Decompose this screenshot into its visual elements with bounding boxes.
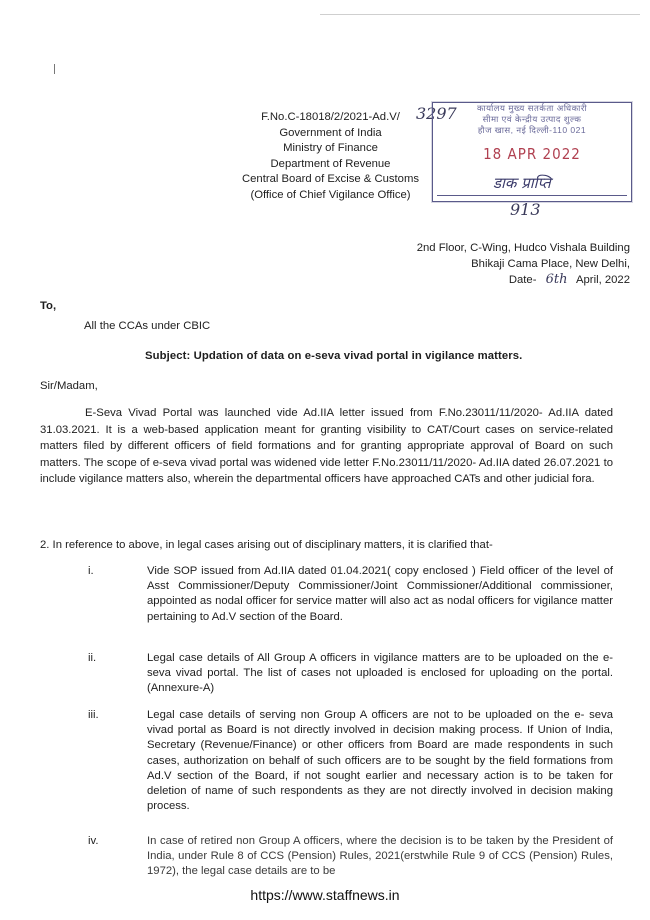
board-name: Central Board of Excise & Customs bbox=[241, 173, 420, 186]
footer-url-link[interactable]: https://www.staffnews.in bbox=[250, 887, 400, 903]
stamp-handwritten-number: 913 bbox=[510, 200, 541, 219]
list-marker: iii. bbox=[88, 709, 99, 721]
stamp-date: 18 APR 2022 bbox=[483, 145, 581, 163]
list-item bbox=[90, 834, 613, 880]
recipient: All the CCAs under CBIC bbox=[84, 320, 211, 332]
date-day-handwritten: 6th bbox=[545, 272, 568, 287]
stamp-dept-line: सीमा एवं केन्द्रीय उत्पाद शुल्क bbox=[482, 114, 582, 124]
ministry-name: Ministry of Finance bbox=[283, 142, 378, 155]
salutation: Sir/Madam, bbox=[40, 380, 98, 392]
subject-line: Subject: Updation of data on e-seva vivad portal in vigilance matters. bbox=[145, 350, 523, 362]
office-address bbox=[417, 240, 630, 288]
scan-artifact-line bbox=[320, 14, 640, 15]
department-name: Department of Revenue bbox=[270, 157, 391, 170]
letter-date bbox=[417, 272, 630, 288]
address-line-1: 2nd Floor, C-Wing, Hudco Vishala Building bbox=[416, 242, 630, 254]
list-item-text: Legal case details of All Group A officers in vigilance matters are to be uploaded on the e-seva vivad portal. The list of cases not uploaded is enclosed for uploading on the portal.(Annexure-A) bbox=[147, 652, 613, 695]
list-marker: ii. bbox=[88, 652, 97, 664]
list-item bbox=[90, 651, 613, 697]
to-label: To, bbox=[40, 300, 57, 312]
list-item bbox=[90, 708, 613, 814]
list-item-text: Vide SOP issued from Ad.IIA dated 01.04.2021( copy enclosed ) Field officer of the level of Asst Commissioner/Deputy Commissioner/Joint Commissioner/Additional commissioner, appointed as nodal officer for service matter will also act as nodal officers for vigilance matter pertaining to Ad.V section of the Board. bbox=[147, 565, 613, 623]
paragraph-2: 2. In reference to above, in legal cases arising out of disciplinary matters, it is clarified that- bbox=[40, 539, 493, 551]
list-marker: iv. bbox=[88, 835, 99, 847]
list-item bbox=[90, 564, 613, 625]
stamp-underline bbox=[437, 195, 627, 196]
stamp-receipt-label: डाक प्राप्ति bbox=[493, 174, 551, 192]
scan-margin-mark bbox=[54, 64, 55, 74]
address-line-2: Bhikaji Cama Place, New Delhi, bbox=[471, 258, 630, 270]
letterhead bbox=[228, 104, 457, 204]
stamp-address-line: हौज खास, नई दिल्ली-110 021 bbox=[477, 125, 587, 135]
paragraph-1: E-Seva Vivad Portal was launched vide Ad.IIA letter issued from F.No.23011/11/2020- Ad.IIA dated 31.03.2021. It is a web-based application meant for granting visibility to CAT/Court cases on service-related matters filed by different officers of field formations and for granting appropriate approval of Board on such matters. The scope of e-seva vivad portal was widened vide letter F.No.23011/11/2020- Ad.IIA dated 26.07.2021 to include vigilance matters also, wherein the departmental officers have approached CATs and other judicial fora. bbox=[40, 407, 613, 486]
office-name: (Office of Chief Vigilance Office) bbox=[250, 188, 411, 201]
list-item-text: In case of retired non Group A officers, where the decision is to be taken by the President of India, under Rule 8 of CCS (Pension) Rules, 2021(erstwhile Rule 9 of CCS (Pension) Rules, 1972), the legal case details are to be bbox=[147, 835, 613, 878]
list-marker: i. bbox=[88, 565, 94, 577]
file-number-handwritten: 3297 bbox=[416, 104, 457, 123]
file-number-line bbox=[228, 104, 457, 126]
file-number: F.No.C-18018/2/2021-Ad.V/ bbox=[261, 111, 400, 123]
list-item-text: Legal case details of serving non Group A officers are not to be uploaded on the e- seva vivad portal as Board is not directly involved in decision making process. If Union of India, Secretary (Revenue/Finance) or other officers from Board are made respondents in such cases, authorization on behalf of such officers are to be sought by the field formations from Ad.V section of the Board, if not sought earlier and necessary action is to be taken for deletion of name of such respondents as they are not directly involved in decision making process. bbox=[147, 709, 613, 813]
date-prefix: Date- bbox=[508, 274, 537, 286]
date-suffix: April, 2022 bbox=[575, 274, 630, 286]
stamp-office-line: कार्यालय मुख्य सतर्कता अधिकारी bbox=[476, 103, 588, 113]
receipt-stamp bbox=[432, 102, 632, 202]
govt-of-india: Government of India bbox=[279, 126, 382, 139]
